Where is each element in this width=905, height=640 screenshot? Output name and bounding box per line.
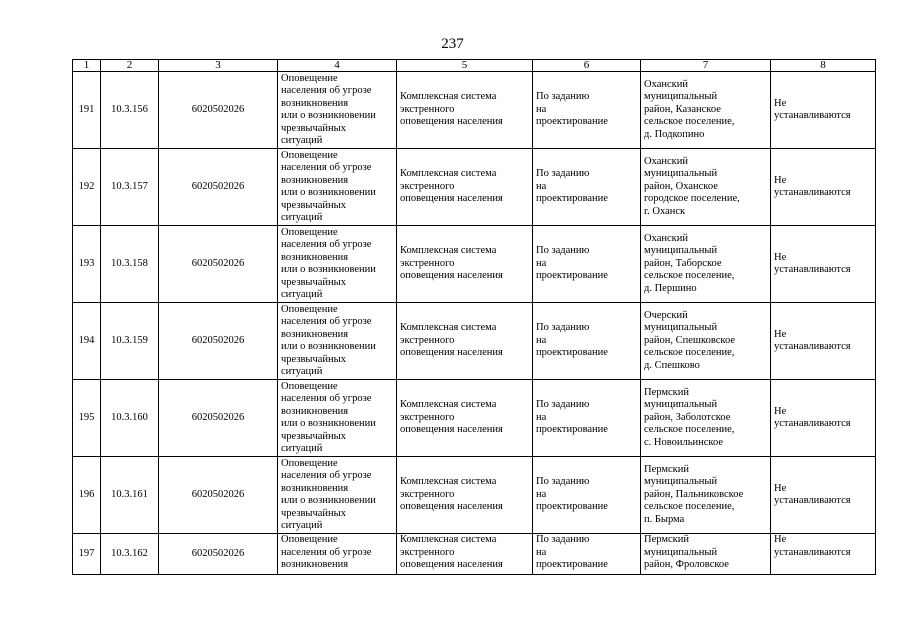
cell-text-line: Оханский <box>644 155 688 167</box>
cell-text-line: По заданию <box>536 534 590 545</box>
condition-cell <box>533 380 641 457</box>
cell-text-line: район, Таборское <box>644 257 722 269</box>
cell-text-line: с. Новоильинское <box>644 436 724 448</box>
cell-text-line: оповещения населения <box>400 501 503 513</box>
cell-text-line: Оповещение <box>281 72 338 84</box>
location-cell <box>641 72 771 149</box>
cell-text-line: Комплексная система <box>400 399 497 411</box>
cell-text-line: сельское поселение, <box>644 501 735 513</box>
cell-text-line: Не <box>774 534 787 545</box>
page-number: 237 <box>441 36 464 52</box>
cell-text-line: муниципальный <box>644 91 718 103</box>
cell-text-line: чрезвычайных <box>281 353 346 365</box>
cell-text-line: ситуаций <box>281 135 323 146</box>
cell-text-line: населения об угрозе <box>281 470 372 481</box>
object-cell <box>397 380 533 457</box>
table-row <box>73 457 876 534</box>
cell-text-line: Комплексная система <box>400 476 497 488</box>
condition-cell <box>533 72 641 149</box>
cell-text-line: сельское поселение, <box>644 424 735 436</box>
cell-text-line: ситуаций <box>281 520 323 531</box>
item-code-cell: 10.3.157 <box>101 149 159 226</box>
cell-text-line: район, Спешковское <box>644 334 735 346</box>
purpose-cell <box>278 534 397 575</box>
cell-text-line: Не <box>774 405 787 417</box>
column-number-row <box>73 60 876 72</box>
cell-text-line: По заданию <box>536 168 590 180</box>
location-cell <box>641 380 771 457</box>
cell-text-line: ситуаций <box>281 366 323 377</box>
cell-text-line: ситуаций <box>281 289 323 300</box>
cell-text-line: Пермский <box>644 534 689 545</box>
cell-text-line: Комплексная система <box>400 91 497 103</box>
row-number-cell: 195 <box>73 380 101 457</box>
column-number: 6 <box>533 60 641 72</box>
condition-cell <box>533 303 641 380</box>
cell-text-line: Пермский <box>644 463 689 475</box>
cell-text-line: экстренного <box>400 411 455 423</box>
zones-cell <box>771 303 876 380</box>
cell-text-line: на <box>536 546 547 558</box>
cell-text-line: По заданию <box>536 399 590 411</box>
cell-text-line: или о возникновении <box>281 341 376 352</box>
purpose-cell <box>278 303 397 380</box>
purpose-cell <box>278 457 397 534</box>
cell-text-line: городское поселение, <box>644 193 740 205</box>
object-cell <box>397 149 533 226</box>
item-code-cell: 10.3.160 <box>101 380 159 457</box>
condition-cell <box>533 149 641 226</box>
cell-text-line: на <box>536 257 547 269</box>
cell-text-line: на <box>536 411 547 423</box>
cell-text-line: Не <box>774 482 787 494</box>
cell-text-line: район, Фроловское <box>644 559 729 570</box>
classifier-code-cell: 6020502026 <box>159 72 278 149</box>
row-number-cell: 194 <box>73 303 101 380</box>
purpose-cell <box>278 380 397 457</box>
cell-text-line: возникновения <box>281 174 349 186</box>
cell-text-line: экстренного <box>400 180 455 192</box>
item-code-cell: 10.3.158 <box>101 226 159 303</box>
purpose-cell <box>278 149 397 226</box>
cell-text-line: населения об угрозе <box>281 239 372 250</box>
cell-text-line: на <box>536 488 547 500</box>
classifier-code-cell: 6020502026 <box>159 380 278 457</box>
classifier-code-cell: 6020502026 <box>159 149 278 226</box>
cell-text-line: п. Бырма <box>644 513 685 525</box>
purpose-cell <box>278 226 397 303</box>
cell-text-line: устанавливаются <box>774 110 851 121</box>
cell-text-line: Не <box>774 251 787 263</box>
zones-cell <box>771 380 876 457</box>
cell-text-line: ситуаций <box>281 443 323 454</box>
row-number-cell: 196 <box>73 457 101 534</box>
column-number: 7 <box>641 60 771 72</box>
cell-text-line: устанавливаются <box>774 264 851 275</box>
column-number: 4 <box>278 60 397 72</box>
cell-text-line: Не <box>774 328 787 340</box>
cell-text-line: или о возникновении <box>281 495 376 506</box>
cell-text-line: д. Спешково <box>644 359 700 371</box>
item-code-cell: 10.3.159 <box>101 303 159 380</box>
cell-text-line: муниципальный <box>644 168 718 180</box>
cell-text-line: г. Оханск <box>644 205 686 217</box>
column-number: 2 <box>101 60 159 72</box>
location-cell <box>641 303 771 380</box>
cell-text-line: Оповещение <box>281 226 338 238</box>
cell-text-line: возникновения <box>281 405 349 417</box>
cell-text-line: оповещения населения <box>400 193 503 205</box>
column-number: 3 <box>159 60 278 72</box>
cell-text-line: оповещения населения <box>400 270 503 282</box>
object-cell <box>397 457 533 534</box>
cell-text-line: на <box>536 334 547 346</box>
cell-text-line: муниципальный <box>644 399 718 411</box>
cell-text-line: Оповещение <box>281 534 338 545</box>
cell-text-line: д. Подкопино <box>644 128 705 140</box>
cell-text-line: сельское поселение, <box>644 347 735 359</box>
location-cell <box>641 457 771 534</box>
cell-text-line: устанавливаются <box>774 187 851 198</box>
cell-text-line: район, Оханское <box>644 180 718 192</box>
cell-text-line: сельское поселение, <box>644 270 735 282</box>
cell-text-line: экстренного <box>400 546 455 558</box>
document-table <box>72 59 876 575</box>
object-cell <box>397 226 533 303</box>
object-cell <box>397 72 533 149</box>
cell-text-line: экстренного <box>400 488 455 500</box>
cell-text-line: или о возникновении <box>281 418 376 429</box>
cell-text-line: муниципальный <box>644 546 718 558</box>
cell-text-line: или о возникновении <box>281 264 376 275</box>
cell-text-line: оповещения населения <box>400 424 503 436</box>
cell-text-line: возникновения <box>281 251 349 263</box>
cell-text-line: Комплексная система <box>400 534 497 545</box>
cell-text-line: населения об угрозе <box>281 85 372 96</box>
object-cell <box>397 534 533 575</box>
cell-text-line: устанавливаются <box>774 495 851 506</box>
item-code-cell: 10.3.162 <box>101 534 159 575</box>
table-row <box>73 226 876 303</box>
cell-text-line: чрезвычайных <box>281 430 346 442</box>
cell-text-line: чрезвычайных <box>281 122 346 134</box>
zones-cell <box>771 226 876 303</box>
cell-text-line: оповещения населения <box>400 559 503 570</box>
cell-text-line: проектирование <box>536 347 608 359</box>
cell-text-line: Комплексная система <box>400 245 497 257</box>
cell-text-line: проектирование <box>536 116 608 128</box>
object-cell <box>397 303 533 380</box>
cell-text-line: населения об угрозе <box>281 316 372 327</box>
cell-text-line: По заданию <box>536 476 590 488</box>
cell-text-line: экстренного <box>400 257 455 269</box>
table-row <box>73 534 876 575</box>
location-cell <box>641 534 771 575</box>
cell-text-line: возникновения <box>281 559 349 570</box>
cell-text-line: населения об угрозе <box>281 162 372 173</box>
column-number: 5 <box>397 60 533 72</box>
purpose-cell <box>278 72 397 149</box>
cell-text-line: д. Першино <box>644 282 697 294</box>
condition-cell <box>533 457 641 534</box>
cell-text-line: Не <box>774 174 787 186</box>
cell-text-line: проектирование <box>536 424 608 436</box>
cell-text-line: экстренного <box>400 103 455 115</box>
cell-text-line: сельское поселение, <box>644 116 735 128</box>
table-row <box>73 149 876 226</box>
cell-text-line: устанавливаются <box>774 341 851 352</box>
classifier-code-cell: 6020502026 <box>159 534 278 575</box>
cell-text-line: возникновения <box>281 97 349 109</box>
cell-text-line: По заданию <box>536 91 590 103</box>
zones-cell <box>771 72 876 149</box>
cell-text-line: Оханский <box>644 232 688 244</box>
cell-text-line: возникновения <box>281 328 349 340</box>
condition-cell <box>533 534 641 575</box>
cell-text-line: район, Казанское <box>644 103 721 115</box>
cell-text-line: чрезвычайных <box>281 199 346 211</box>
cell-text-line: чрезвычайных <box>281 507 346 519</box>
row-number-cell: 197 <box>73 534 101 575</box>
cell-text-line: устанавливаются <box>774 546 851 558</box>
item-code-cell: 10.3.161 <box>101 457 159 534</box>
cell-text-line: устанавливаются <box>774 418 851 429</box>
column-number: 8 <box>771 60 876 72</box>
condition-cell <box>533 226 641 303</box>
cell-text-line: Пермский <box>644 386 689 398</box>
cell-text-line: экстренного <box>400 334 455 346</box>
cell-text-line: проектирование <box>536 559 608 570</box>
row-number-cell: 193 <box>73 226 101 303</box>
cell-text-line: Оповещение <box>281 303 338 315</box>
cell-text-line: Оповещение <box>281 149 338 161</box>
classifier-code-cell: 6020502026 <box>159 303 278 380</box>
column-number: 1 <box>73 60 101 72</box>
cell-text-line: Оповещение <box>281 457 338 469</box>
cell-text-line: Оханский <box>644 78 688 90</box>
table-row <box>73 380 876 457</box>
cell-text-line: ситуаций <box>281 212 323 223</box>
zones-cell <box>771 534 876 575</box>
cell-text-line: или о возникновении <box>281 187 376 198</box>
row-number-cell: 192 <box>73 149 101 226</box>
zones-cell <box>771 457 876 534</box>
cell-text-line: район, Заболотское <box>644 411 731 423</box>
table-row <box>73 72 876 149</box>
classifier-code-cell: 6020502026 <box>159 457 278 534</box>
zones-cell <box>771 149 876 226</box>
cell-text-line: оповещения населения <box>400 116 503 128</box>
cell-text-line: проектирование <box>536 193 608 205</box>
cell-text-line: чрезвычайных <box>281 276 346 288</box>
cell-text-line: Очерский <box>644 309 688 321</box>
location-cell <box>641 226 771 303</box>
cell-text-line: проектирование <box>536 270 608 282</box>
cell-text-line: проектирование <box>536 501 608 513</box>
cell-text-line: Не <box>774 97 787 109</box>
cell-text-line: район, Пальниковское <box>644 488 744 500</box>
row-number-cell: 191 <box>73 72 101 149</box>
cell-text-line: оповещения населения <box>400 347 503 359</box>
item-code-cell: 10.3.156 <box>101 72 159 149</box>
cell-text-line: муниципальный <box>644 245 718 257</box>
cell-text-line: населения об угрозе <box>281 393 372 404</box>
cell-text-line: Комплексная система <box>400 168 497 180</box>
cell-text-line: муниципальный <box>644 476 718 488</box>
cell-text-line: на <box>536 103 547 115</box>
cell-text-line: населения об угрозе <box>281 546 372 558</box>
cell-text-line: По заданию <box>536 322 590 334</box>
cell-text-line: на <box>536 180 547 192</box>
cell-text-line: Комплексная система <box>400 322 497 334</box>
location-cell <box>641 149 771 226</box>
cell-text-line: или о возникновении <box>281 110 376 121</box>
cell-text-line: возникновения <box>281 482 349 494</box>
cell-text-line: Оповещение <box>281 380 338 392</box>
classifier-code-cell: 6020502026 <box>159 226 278 303</box>
cell-text-line: муниципальный <box>644 322 718 334</box>
cell-text-line: По заданию <box>536 245 590 257</box>
table-row <box>73 303 876 380</box>
